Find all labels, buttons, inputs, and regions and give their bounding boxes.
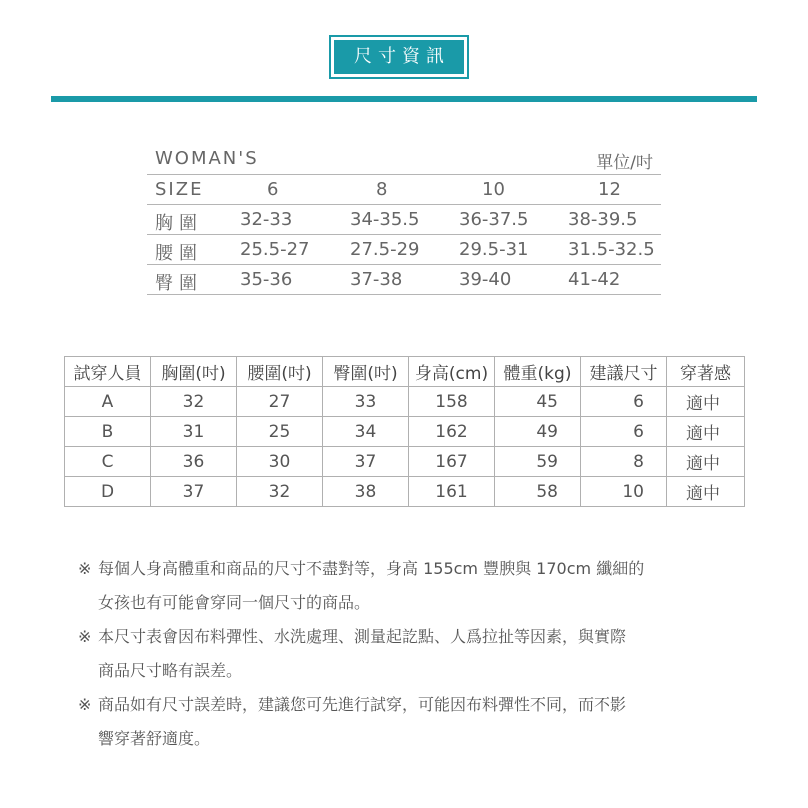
note-item — [78, 552, 758, 620]
fitting-table — [64, 356, 745, 507]
note-mark: ※ — [78, 695, 92, 714]
note-item — [78, 688, 758, 756]
note-text-continued: 女孩也有可能會穿同一個尺寸的商品。 — [98, 593, 371, 612]
size-cell: 6 — [267, 179, 279, 200]
note-mark: ※ — [78, 627, 92, 646]
column-header: 腰圍(吋) — [237, 357, 323, 387]
row-label: 腰圍 — [155, 243, 203, 264]
size-cell: 12 — [598, 179, 621, 200]
table-cell: 161 — [409, 477, 495, 507]
size-row — [147, 175, 661, 205]
size-cell: 8 — [376, 179, 388, 200]
column-header: 建議尺寸 — [581, 357, 667, 387]
measurement-cell: 36-37.5 — [459, 209, 529, 230]
size-row-label: SIZE — [155, 179, 204, 200]
table-cell: B — [65, 417, 151, 447]
table-row — [65, 447, 745, 477]
table-cell: 8 — [581, 447, 667, 477]
table-cell: 31 — [151, 417, 237, 447]
measurement-cell: 32-33 — [240, 209, 293, 230]
measurement-cell: 38-39.5 — [568, 209, 638, 230]
measurement-cell: 35-36 — [240, 269, 293, 290]
measurement-cell: 27.5-29 — [350, 239, 420, 260]
table-cell: C — [65, 447, 151, 477]
note-text: 每個人身高體重和商品的尺寸不盡對等，身高 155cm 豐腴與 170cm 纖細的 — [98, 559, 645, 578]
table-cell: 59 — [495, 447, 581, 477]
table-cell: D — [65, 477, 151, 507]
column-header: 體重(kg) — [495, 357, 581, 387]
note-text: 商品如有尺寸誤差時，建議您可先進行試穿，可能因布料彈性不同，而不影 — [98, 695, 627, 714]
measurement-cell: 39-40 — [459, 269, 512, 290]
table-cell: 36 — [151, 447, 237, 477]
table-cell: 30 — [237, 447, 323, 477]
size-chart-row-waist — [147, 235, 661, 265]
table-cell: 33 — [323, 387, 409, 417]
table-header-row — [65, 357, 745, 387]
table-cell: 37 — [323, 447, 409, 477]
note-text: 本尺寸表會因布料彈性、水洗處理、測量起訖點、人爲拉扯等因素，與實際 — [98, 627, 627, 646]
measurement-cell: 29.5-31 — [459, 239, 529, 260]
table-cell: 32 — [151, 387, 237, 417]
table-cell: 37 — [151, 477, 237, 507]
table-row — [65, 387, 745, 417]
page-title: 尺寸資訊 — [334, 40, 464, 74]
column-header: 試穿人員 — [65, 357, 151, 387]
size-chart-row-hip — [147, 265, 661, 295]
table-cell: 27 — [237, 387, 323, 417]
measurement-cell: 41-42 — [568, 269, 621, 290]
table-cell: 適中 — [667, 447, 745, 477]
size-chart — [147, 144, 661, 295]
measurement-cell: 37-38 — [350, 269, 403, 290]
notes — [78, 552, 758, 756]
note-text-continued: 商品尺寸略有誤差。 — [98, 661, 243, 680]
table-cell: 10 — [581, 477, 667, 507]
row-label: 胸圍 — [155, 213, 203, 234]
table-row — [65, 477, 745, 507]
size-chart-label: WOMAN'S — [155, 148, 259, 169]
table-cell: 158 — [409, 387, 495, 417]
table-cell: 6 — [581, 417, 667, 447]
table-cell: 32 — [237, 477, 323, 507]
table-cell: 適中 — [667, 417, 745, 447]
note-text-continued: 響穿著舒適度。 — [98, 729, 211, 748]
title-box — [329, 35, 469, 79]
table-cell: A — [65, 387, 151, 417]
title-divider — [51, 96, 757, 102]
size-chart-row-bust — [147, 205, 661, 235]
row-label: 臀圍 — [155, 273, 203, 294]
table-cell: 6 — [581, 387, 667, 417]
size-chart-unit: 單位/吋 — [596, 153, 653, 173]
measurement-cell: 25.5-27 — [240, 239, 310, 260]
table-row — [65, 417, 745, 447]
table-cell: 162 — [409, 417, 495, 447]
table-cell: 25 — [237, 417, 323, 447]
note-item — [78, 620, 758, 688]
table-cell: 45 — [495, 387, 581, 417]
column-header: 臀圍(吋) — [323, 357, 409, 387]
column-header: 身高(cm) — [409, 357, 495, 387]
table-cell: 適中 — [667, 477, 745, 507]
size-chart-header — [147, 144, 661, 175]
measurement-cell: 34-35.5 — [350, 209, 420, 230]
table-cell: 34 — [323, 417, 409, 447]
table-cell: 49 — [495, 417, 581, 447]
column-header: 胸圍(吋) — [151, 357, 237, 387]
table-cell: 167 — [409, 447, 495, 477]
size-cell: 10 — [482, 179, 505, 200]
column-header: 穿著感 — [667, 357, 745, 387]
measurement-cell: 31.5-32.5 — [568, 239, 655, 260]
table-cell: 適中 — [667, 387, 745, 417]
table-cell: 38 — [323, 477, 409, 507]
note-mark: ※ — [78, 559, 92, 578]
table-cell: 58 — [495, 477, 581, 507]
